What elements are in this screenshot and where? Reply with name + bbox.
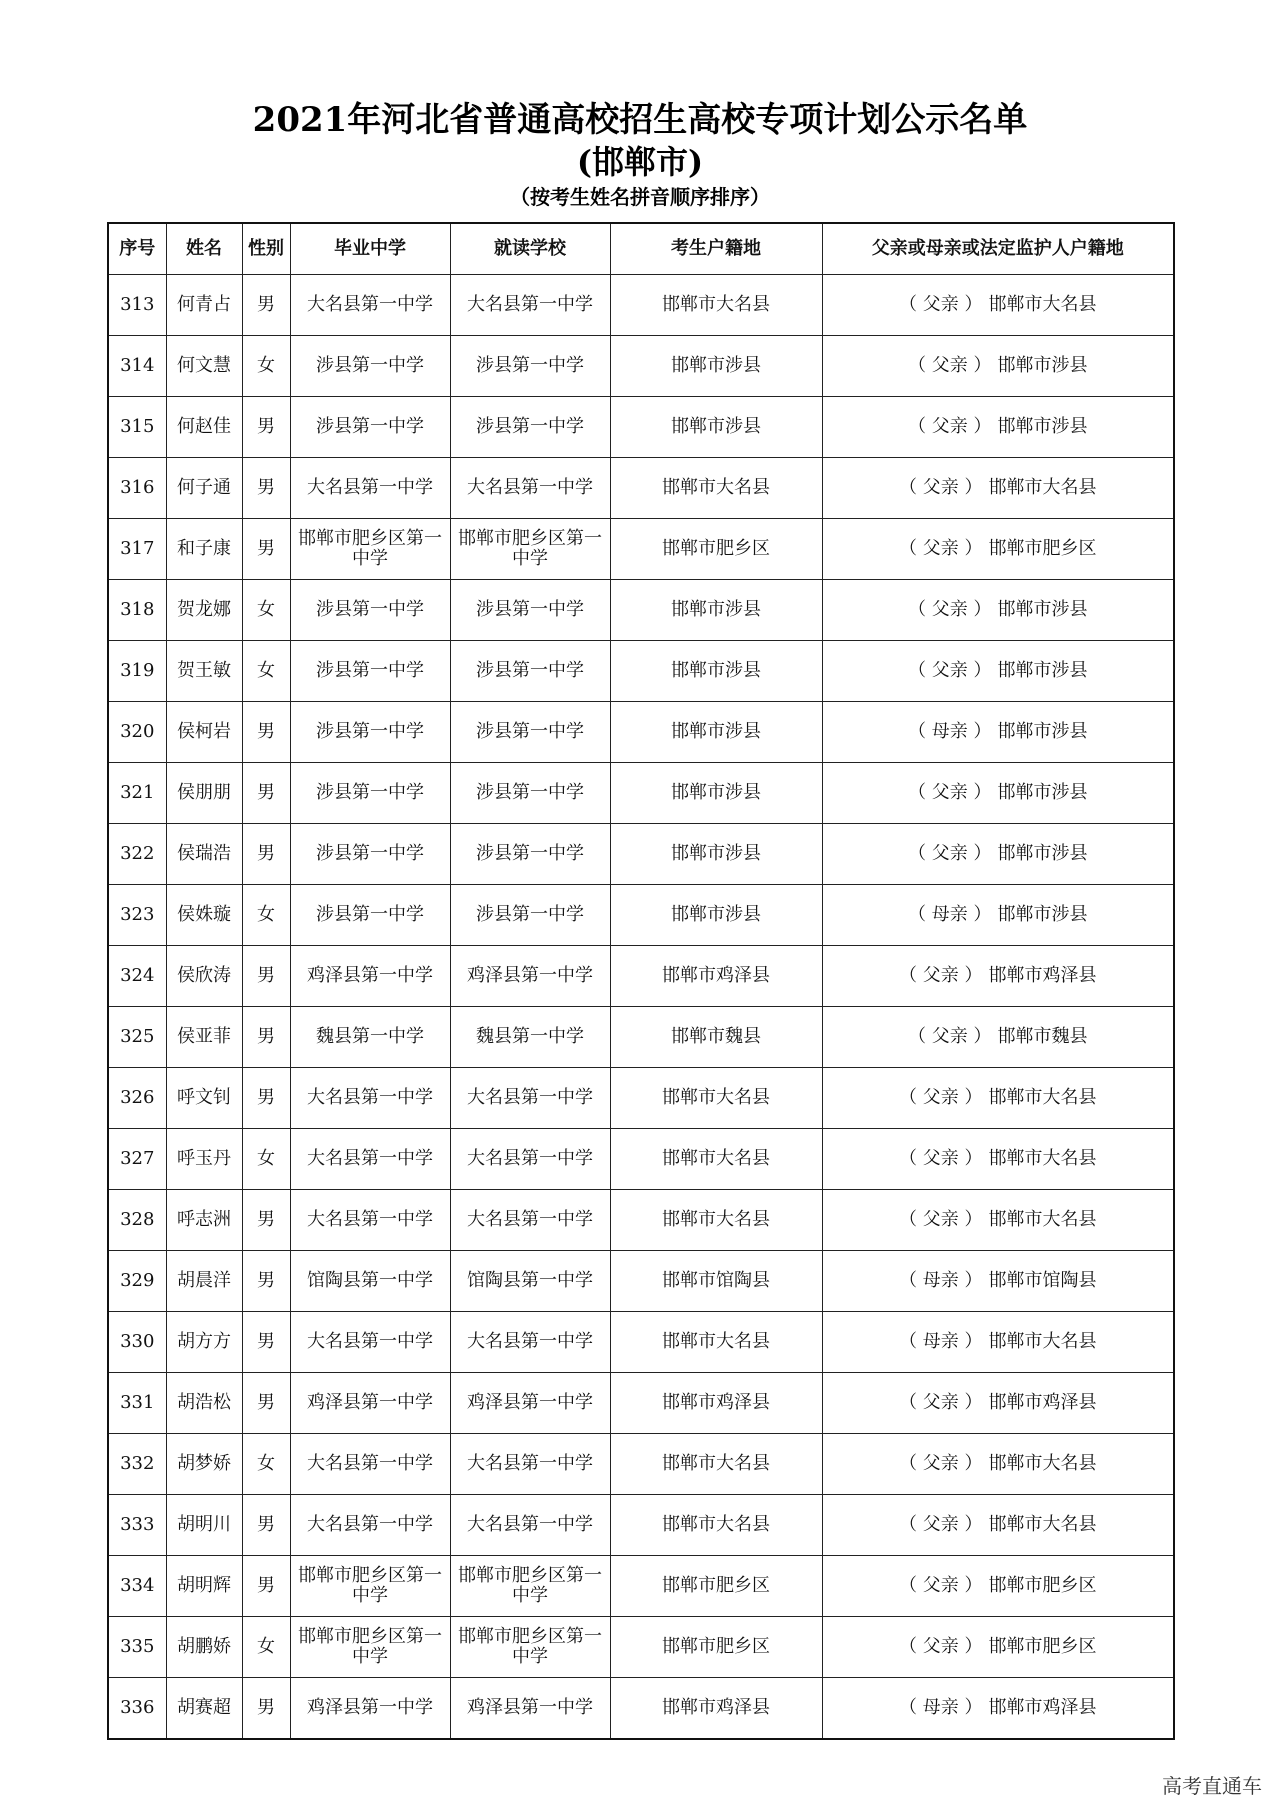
cell-name: 呼文钊 — [166, 1068, 242, 1129]
cell-parent-registration — [822, 1129, 1174, 1190]
cell-name: 何赵佳 — [166, 397, 242, 458]
cell-registration: 邯郸市涉县 — [610, 397, 822, 458]
cell-current-school: 大名县第一中学 — [450, 275, 610, 336]
parent-registration: 邯郸市馆陶县 — [988, 1270, 1097, 1291]
cell-current-school: 涉县第一中学 — [450, 885, 610, 946]
cell-parent-registration — [822, 763, 1174, 824]
cell-name: 侯朋朋 — [166, 763, 242, 824]
cell-current-school: 大名县第一中学 — [450, 458, 610, 519]
table-row — [108, 1495, 1174, 1556]
parent-registration: 邯郸市大名县 — [988, 1087, 1097, 1108]
table-row — [108, 763, 1174, 824]
cell-graduation-school: 鸡泽县第一中学 — [290, 946, 450, 1007]
cell-current-school: 涉县第一中学 — [450, 641, 610, 702]
cell-current-school: 大名县第一中学 — [450, 1312, 610, 1373]
cell-parent-registration — [822, 1556, 1174, 1617]
table-row — [108, 885, 1174, 946]
table-row — [108, 946, 1174, 1007]
cell-name: 胡方方 — [166, 1312, 242, 1373]
watermark: 高考直通车 — [1162, 1774, 1262, 1798]
parent-registration: 邯郸市大名县 — [988, 1148, 1097, 1169]
cell-seq: 335 — [108, 1617, 166, 1678]
cell-seq: 318 — [108, 580, 166, 641]
table-row — [108, 1007, 1174, 1068]
cell-graduation-school: 涉县第一中学 — [290, 824, 450, 885]
cell-registration: 邯郸市大名县 — [610, 1129, 822, 1190]
cell-parent-registration — [822, 1190, 1174, 1251]
cell-seq: 322 — [108, 824, 166, 885]
table-row — [108, 458, 1174, 519]
header-sex: 性别 — [242, 223, 290, 275]
parent-registration: 邯郸市涉县 — [997, 355, 1088, 376]
cell-parent-registration — [822, 275, 1174, 336]
table-header-row — [108, 223, 1174, 275]
cell-graduation-school: 涉县第一中学 — [290, 336, 450, 397]
cell-parent-registration — [822, 1312, 1174, 1373]
parent-relation: （ 父亲 ） — [899, 1453, 983, 1474]
cell-registration: 邯郸市涉县 — [610, 641, 822, 702]
parent-registration: 邯郸市魏县 — [997, 1026, 1088, 1047]
cell-current-school: 鸡泽县第一中学 — [450, 1373, 610, 1434]
cell-name: 胡赛超 — [166, 1678, 242, 1740]
cell-name: 胡梦娇 — [166, 1434, 242, 1495]
parent-registration: 邯郸市大名县 — [988, 1453, 1097, 1474]
cell-graduation-school: 大名县第一中学 — [290, 1068, 450, 1129]
cell-name: 何文慧 — [166, 336, 242, 397]
parent-relation: （ 父亲 ） — [899, 965, 983, 986]
cell-name: 胡明辉 — [166, 1556, 242, 1617]
cell-parent-registration — [822, 702, 1174, 763]
cell-seq: 313 — [108, 275, 166, 336]
cell-sex: 男 — [242, 1007, 290, 1068]
cell-parent-registration — [822, 580, 1174, 641]
cell-name: 胡晨洋 — [166, 1251, 242, 1312]
cell-seq: 317 — [108, 519, 166, 580]
parent-registration: 邯郸市涉县 — [997, 599, 1088, 620]
table-row — [108, 1373, 1174, 1434]
cell-sex: 男 — [242, 824, 290, 885]
parent-registration: 邯郸市大名县 — [988, 477, 1097, 498]
cell-graduation-school: 涉县第一中学 — [290, 702, 450, 763]
parent-relation: （ 父亲 ） — [899, 1392, 983, 1413]
cell-parent-registration — [822, 885, 1174, 946]
cell-seq: 328 — [108, 1190, 166, 1251]
cell-sex: 男 — [242, 1495, 290, 1556]
cell-sex: 男 — [242, 1251, 290, 1312]
parent-registration: 邯郸市涉县 — [997, 416, 1088, 437]
cell-graduation-school: 鸡泽县第一中学 — [290, 1678, 450, 1740]
parent-registration: 邯郸市鸡泽县 — [988, 1392, 1097, 1413]
cell-registration: 邯郸市馆陶县 — [610, 1251, 822, 1312]
parent-registration: 邯郸市大名县 — [988, 1331, 1097, 1352]
cell-graduation-school: 大名县第一中学 — [290, 1495, 450, 1556]
cell-seq: 320 — [108, 702, 166, 763]
cell-current-school: 邯郸市肥乡区第一中学 — [450, 1556, 610, 1617]
cell-sex: 男 — [242, 275, 290, 336]
parent-registration: 邯郸市涉县 — [997, 782, 1088, 803]
cell-registration: 邯郸市涉县 — [610, 702, 822, 763]
header-name: 姓名 — [166, 223, 242, 275]
cell-current-school: 大名县第一中学 — [450, 1129, 610, 1190]
cell-seq: 321 — [108, 763, 166, 824]
table-row — [108, 702, 1174, 763]
cell-parent-registration — [822, 1251, 1174, 1312]
cell-seq: 324 — [108, 946, 166, 1007]
cell-parent-registration — [822, 1495, 1174, 1556]
cell-parent-registration — [822, 1617, 1174, 1678]
cell-graduation-school: 涉县第一中学 — [290, 580, 450, 641]
parent-relation: （ 父亲 ） — [908, 660, 992, 681]
cell-registration: 邯郸市肥乡区 — [610, 1556, 822, 1617]
cell-sex: 男 — [242, 1678, 290, 1740]
table-row — [108, 1068, 1174, 1129]
cell-sex: 男 — [242, 946, 290, 1007]
table-row — [108, 580, 1174, 641]
parent-relation: （ 父亲 ） — [899, 1514, 983, 1535]
cell-registration: 邯郸市大名县 — [610, 1190, 822, 1251]
parent-registration: 邯郸市涉县 — [997, 721, 1088, 742]
cell-sex: 男 — [242, 1556, 290, 1617]
cell-sex: 男 — [242, 1068, 290, 1129]
parent-relation: （ 父亲 ） — [899, 1575, 983, 1596]
table-row — [108, 1251, 1174, 1312]
cell-graduation-school: 大名县第一中学 — [290, 1190, 450, 1251]
cell-current-school: 鸡泽县第一中学 — [450, 1678, 610, 1740]
cell-registration: 邯郸市大名县 — [610, 458, 822, 519]
cell-seq: 331 — [108, 1373, 166, 1434]
header-seq: 序号 — [108, 223, 166, 275]
table-row — [108, 1312, 1174, 1373]
cell-current-school: 涉县第一中学 — [450, 702, 610, 763]
cell-graduation-school: 涉县第一中学 — [290, 397, 450, 458]
cell-seq: 316 — [108, 458, 166, 519]
cell-seq: 334 — [108, 1556, 166, 1617]
cell-parent-registration — [822, 946, 1174, 1007]
cell-name: 何子通 — [166, 458, 242, 519]
cell-parent-registration — [822, 1373, 1174, 1434]
table-row — [108, 519, 1174, 580]
table-row — [108, 1678, 1174, 1740]
parent-relation: （ 母亲 ） — [908, 904, 992, 925]
cell-registration: 邯郸市鸡泽县 — [610, 1678, 822, 1740]
cell-name: 胡明川 — [166, 1495, 242, 1556]
cell-registration: 邯郸市涉县 — [610, 824, 822, 885]
sort-note: （按考生姓名拼音顺序排序） — [510, 185, 770, 209]
cell-current-school: 邯郸市肥乡区第一中学 — [450, 1617, 610, 1678]
cell-sex: 女 — [242, 336, 290, 397]
parent-registration: 邯郸市鸡泽县 — [988, 1697, 1097, 1718]
cell-name: 侯柯岩 — [166, 702, 242, 763]
cell-registration: 邯郸市鸡泽县 — [610, 946, 822, 1007]
cell-graduation-school: 涉县第一中学 — [290, 641, 450, 702]
table-row — [108, 275, 1174, 336]
parent-relation: （ 母亲 ） — [899, 1697, 983, 1718]
parent-registration: 邯郸市大名县 — [988, 294, 1097, 315]
cell-graduation-school: 邯郸市肥乡区第一中学 — [290, 519, 450, 580]
document-title: 2021年河北省普通高校招生高校专项计划公示名单 — [252, 100, 1028, 140]
parent-relation: （ 父亲 ） — [908, 843, 992, 864]
cell-registration: 邯郸市涉县 — [610, 885, 822, 946]
cell-current-school: 涉县第一中学 — [450, 397, 610, 458]
cell-seq: 315 — [108, 397, 166, 458]
cell-current-school: 大名县第一中学 — [450, 1068, 610, 1129]
cell-current-school: 馆陶县第一中学 — [450, 1251, 610, 1312]
cell-graduation-school: 馆陶县第一中学 — [290, 1251, 450, 1312]
cell-registration: 邯郸市鸡泽县 — [610, 1373, 822, 1434]
cell-sex: 男 — [242, 702, 290, 763]
cell-sex: 男 — [242, 519, 290, 580]
parent-relation: （ 母亲 ） — [899, 1331, 983, 1352]
table-row — [108, 1434, 1174, 1495]
cell-name: 呼玉丹 — [166, 1129, 242, 1190]
cell-seq: 325 — [108, 1007, 166, 1068]
cell-parent-registration — [822, 1068, 1174, 1129]
cell-parent-registration — [822, 1678, 1174, 1740]
cell-name: 何青占 — [166, 275, 242, 336]
cell-seq: 330 — [108, 1312, 166, 1373]
parent-registration: 邯郸市涉县 — [997, 904, 1088, 925]
cell-sex: 女 — [242, 641, 290, 702]
cell-name: 贺龙娜 — [166, 580, 242, 641]
roster-table — [107, 222, 1175, 1740]
cell-current-school: 涉县第一中学 — [450, 336, 610, 397]
parent-registration: 邯郸市涉县 — [997, 843, 1088, 864]
parent-relation: （ 父亲 ） — [908, 355, 992, 376]
cell-registration: 邯郸市大名县 — [610, 1434, 822, 1495]
cell-registration: 邯郸市涉县 — [610, 580, 822, 641]
cell-registration: 邯郸市大名县 — [610, 1495, 822, 1556]
parent-relation: （ 父亲 ） — [908, 599, 992, 620]
parent-registration: 邯郸市肥乡区 — [988, 538, 1097, 559]
cell-registration: 邯郸市肥乡区 — [610, 519, 822, 580]
parent-registration: 邯郸市肥乡区 — [988, 1575, 1097, 1596]
cell-current-school: 涉县第一中学 — [450, 580, 610, 641]
cell-graduation-school: 大名县第一中学 — [290, 1434, 450, 1495]
cell-seq: 329 — [108, 1251, 166, 1312]
table-row — [108, 641, 1174, 702]
table-row — [108, 824, 1174, 885]
table-row — [108, 1129, 1174, 1190]
cell-name: 呼志洲 — [166, 1190, 242, 1251]
cell-registration: 邯郸市涉县 — [610, 763, 822, 824]
cell-parent-registration — [822, 397, 1174, 458]
cell-current-school: 鸡泽县第一中学 — [450, 946, 610, 1007]
cell-name: 和子康 — [166, 519, 242, 580]
cell-seq: 336 — [108, 1678, 166, 1740]
cell-graduation-school: 鸡泽县第一中学 — [290, 1373, 450, 1434]
cell-graduation-school: 邯郸市肥乡区第一中学 — [290, 1617, 450, 1678]
cell-registration: 邯郸市大名县 — [610, 1312, 822, 1373]
cell-parent-registration — [822, 519, 1174, 580]
parent-relation: （ 父亲 ） — [899, 1087, 983, 1108]
cell-name: 侯欣涛 — [166, 946, 242, 1007]
cell-parent-registration — [822, 641, 1174, 702]
cell-sex: 男 — [242, 1373, 290, 1434]
cell-registration: 邯郸市肥乡区 — [610, 1617, 822, 1678]
parent-relation: （ 父亲 ） — [899, 538, 983, 559]
cell-current-school: 大名县第一中学 — [450, 1495, 610, 1556]
cell-name: 胡浩松 — [166, 1373, 242, 1434]
parent-registration: 邯郸市鸡泽县 — [988, 965, 1097, 986]
cell-sex: 女 — [242, 1129, 290, 1190]
cell-graduation-school: 大名县第一中学 — [290, 275, 450, 336]
cell-current-school: 邯郸市肥乡区第一中学 — [450, 519, 610, 580]
header-registration: 考生户籍地 — [610, 223, 822, 275]
header-current-school: 就读学校 — [450, 223, 610, 275]
parent-registration: 邯郸市肥乡区 — [988, 1636, 1097, 1657]
table-row — [108, 1617, 1174, 1678]
cell-seq: 319 — [108, 641, 166, 702]
cell-seq: 326 — [108, 1068, 166, 1129]
header-graduation-school: 毕业中学 — [290, 223, 450, 275]
parent-registration: 邯郸市大名县 — [988, 1209, 1097, 1230]
cell-sex: 女 — [242, 1434, 290, 1495]
cell-seq: 333 — [108, 1495, 166, 1556]
cell-graduation-school: 邯郸市肥乡区第一中学 — [290, 1556, 450, 1617]
cell-parent-registration — [822, 824, 1174, 885]
cell-seq: 327 — [108, 1129, 166, 1190]
cell-sex: 女 — [242, 885, 290, 946]
parent-relation: （ 父亲 ） — [899, 1636, 983, 1657]
cell-sex: 男 — [242, 458, 290, 519]
cell-seq: 323 — [108, 885, 166, 946]
cell-name: 贺王敏 — [166, 641, 242, 702]
document-subtitle: (邯郸市) — [576, 143, 704, 181]
cell-parent-registration — [822, 1007, 1174, 1068]
parent-relation: （ 父亲 ） — [908, 1026, 992, 1047]
cell-name: 侯姝璇 — [166, 885, 242, 946]
cell-graduation-school: 涉县第一中学 — [290, 885, 450, 946]
parent-relation: （ 父亲 ） — [899, 1148, 983, 1169]
parent-relation: （ 父亲 ） — [908, 416, 992, 437]
table-row — [108, 336, 1174, 397]
cell-current-school: 涉县第一中学 — [450, 763, 610, 824]
parent-registration: 邯郸市涉县 — [997, 660, 1088, 681]
cell-registration: 邯郸市大名县 — [610, 275, 822, 336]
parent-relation: （ 父亲 ） — [899, 294, 983, 315]
cell-sex: 男 — [242, 763, 290, 824]
cell-graduation-school: 魏县第一中学 — [290, 1007, 450, 1068]
table-row — [108, 397, 1174, 458]
cell-seq: 314 — [108, 336, 166, 397]
cell-graduation-school: 大名县第一中学 — [290, 1129, 450, 1190]
header-parent-registration: 父亲或母亲或法定监护人户籍地 — [822, 223, 1174, 275]
cell-sex: 男 — [242, 397, 290, 458]
cell-graduation-school: 大名县第一中学 — [290, 458, 450, 519]
cell-sex: 男 — [242, 1190, 290, 1251]
parent-relation: （ 母亲 ） — [908, 721, 992, 742]
cell-registration: 邯郸市涉县 — [610, 336, 822, 397]
cell-graduation-school: 涉县第一中学 — [290, 763, 450, 824]
parent-registration: 邯郸市大名县 — [988, 1514, 1097, 1535]
table-body — [108, 275, 1174, 1740]
cell-sex: 女 — [242, 580, 290, 641]
cell-name: 胡鹏娇 — [166, 1617, 242, 1678]
cell-current-school: 大名县第一中学 — [450, 1190, 610, 1251]
parent-relation: （ 父亲 ） — [899, 1209, 983, 1230]
parent-relation: （ 父亲 ） — [899, 477, 983, 498]
cell-name: 侯亚菲 — [166, 1007, 242, 1068]
cell-parent-registration — [822, 336, 1174, 397]
cell-name: 侯瑞浩 — [166, 824, 242, 885]
cell-graduation-school: 大名县第一中学 — [290, 1312, 450, 1373]
cell-sex: 男 — [242, 1312, 290, 1373]
cell-registration: 邯郸市大名县 — [610, 1068, 822, 1129]
parent-relation: （ 母亲 ） — [899, 1270, 983, 1291]
cell-seq: 332 — [108, 1434, 166, 1495]
parent-relation: （ 父亲 ） — [908, 782, 992, 803]
cell-registration: 邯郸市魏县 — [610, 1007, 822, 1068]
table-row — [108, 1556, 1174, 1617]
cell-current-school: 涉县第一中学 — [450, 824, 610, 885]
cell-current-school: 大名县第一中学 — [450, 1434, 610, 1495]
cell-current-school: 魏县第一中学 — [450, 1007, 610, 1068]
cell-sex: 女 — [242, 1617, 290, 1678]
cell-parent-registration — [822, 1434, 1174, 1495]
table-row — [108, 1190, 1174, 1251]
cell-parent-registration — [822, 458, 1174, 519]
